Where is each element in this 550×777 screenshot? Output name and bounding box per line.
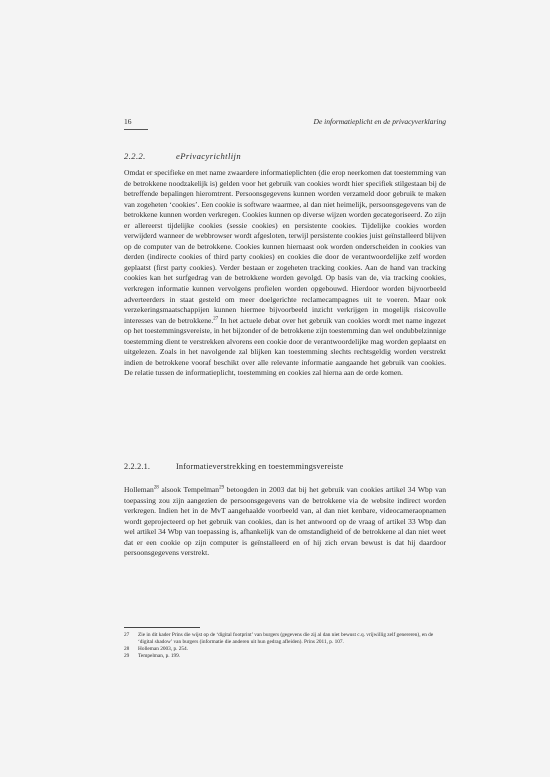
paragraph-text: Holleman <box>124 485 154 494</box>
paragraph-text: betoogden in 2003 dat bij het gebruik van cookies artikel 34 Wbp van toepassing zou zijn aangezien de persoonsgegevens van de betrokkene via de website indirect worden verkregen. Indien het in de MvT aangehaalde voorbeeld van, al dan niet kenbare, videocameraopnamen wordt geprojecteerd op het gebruik van cookies, dan is het antwoord op de vraag of artikel 33 Wbp dan wel artikel 34 Wbp van toepassing is, afhankelijk van de omstandigheid of de betrokkene al dan niet weet dat er een cookie op zijn computer is geïnstalleerd en of hij zich ervan bewust is dat hij daardoor persoonsgegevens verstrekt. <box>124 485 446 558</box>
footnote-reference: 27 <box>213 316 219 322</box>
paragraph-text: alsook Tempelman <box>158 485 220 494</box>
page-number: 16 <box>124 117 132 126</box>
footnote-rule <box>124 627 200 628</box>
running-head: De informatieplicht en de privacyverklaring <box>313 117 446 126</box>
footnote-number: 28 <box>124 646 130 652</box>
subsection-heading <box>124 462 343 471</box>
footnote-reference: 29 <box>219 485 225 491</box>
paragraph-holleman <box>124 485 446 559</box>
section-heading <box>124 151 241 161</box>
subsection-title: Informatieverstrekking en toestemmingsvereiste <box>176 462 344 471</box>
footnote <box>124 632 446 646</box>
footnote-number: 27 <box>124 632 130 638</box>
section-number: 2.2.2. <box>124 151 146 161</box>
footnote-text: Tempelman, p. 199. <box>138 653 181 659</box>
footnotes <box>124 632 446 660</box>
paragraph-cookies-intro <box>124 168 446 379</box>
footnote <box>124 646 446 653</box>
section-title: ePrivacyrichtlijn <box>176 151 242 161</box>
footnote-text: Zie in dit kader Prins die wijst op de ‘digital footprint’ van burgers (gegevens die zij al dan niet bewust c.q. vrijwillig zelf genereren), en de ‘digital shadow’ van burgers (informatie die anderen uit hun gedrag afleiden). Prins 2011, p. 107. <box>138 632 434 645</box>
footnote-reference: 28 <box>153 485 159 491</box>
header-rule <box>124 129 148 130</box>
subsection-number: 2.2.2.1. <box>124 462 151 471</box>
paragraph-text: In het actuele debat over het gebruik van cookies wordt met name ingezet op het toestemmingsvereiste, in het bijzonder of de betrokkene zijn toestemming dan wel ondubbelzinnige toestemming dient te verstrekken alvorens een cookie door de verantwoordelijke mag worden geplaatst en uitgelezen. Zoals in het navolgende zal blijken kan toestemming slechts rechtsgeldig worden verstrekt indien de betrokkene vooraf beschikt over alle relevante informatie aangaande het gebruik van cookies. De relatie tussen de informatieplicht, toestemming en cookies zal hierna aan de orde komen. <box>124 315 447 378</box>
paragraph-text: Omdat er specifieke en met name zwaardere informatieplichten (die erop neerkomen dat toestemming van de betrokkene noodzakelijk is) gelden voor het gebruik van cookies wordt hier specifiek stilgestaan bij de betreffende bepalingen hieromtrent. Persoonsgegevens kunnen worden verzameld door gebruik te maken van zogeheten ‘cookies’. Een cookie is software waarmee, al dan niet heimelijk, persoonsgegevens van de betrokkene kunnen worden verkregen. Cookies kunnen op diverse wijzen worden gecategoriseerd. Zo zijn er allereerst tijdelijke cookies (sessie cookies) en persistente cookies. Tijdelijke cookies worden verwijderd wanneer de webbrowser wordt afgesloten, terwijl persistente cookies juist geïnstalleerd blijven op de computer van de betrokkene. Cookies kunnen hiernaast ook worden onderscheiden in cookies van derden (indirecte cookies of third party cookies) en cookies die door de verantwoordelijke zelf worden geplaatst (first party cookies). Verder bestaan er zogeheten tracking cookies. Aan de hand van tracking cookies kan het surfgedrag van de betrokkene worden gevolgd. Op basis van de, via tracking cookies, verkregen informatie kunnen vervolgens profielen worden opgebouwd. Hierdoor worden bijvoorbeeld adverteerders in staat gesteld om meer doelgerichte reclamecampagnes uit te voeren. Maar ook verzekeringsmaatschappijen kunnen hiermee bijvoorbeeld inzicht verkrijgen in mogelijk risicovolle interesses van de betrokkene. <box>124 168 446 325</box>
footnote-number: 29 <box>124 653 130 659</box>
footnote <box>124 653 446 660</box>
page-header <box>124 117 446 126</box>
footnote-text: Holleman 2003, p. 254. <box>138 646 189 652</box>
